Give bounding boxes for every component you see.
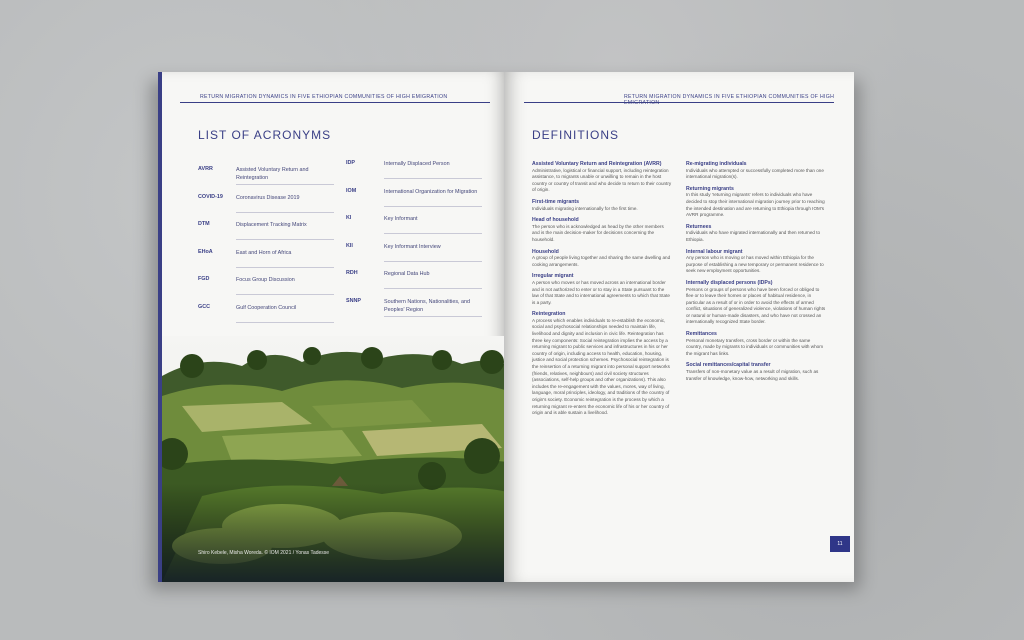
definition-entry <box>532 311 672 417</box>
definition-term: Household <box>532 248 559 255</box>
landscape-image <box>162 336 508 582</box>
definition-entry <box>532 161 672 194</box>
left-page <box>158 72 508 582</box>
acronym-definition: Displacement Tracking Matrix <box>236 222 307 228</box>
definition-term: Social remittances/capital transfer <box>686 362 771 369</box>
definition-entry <box>532 273 672 306</box>
acronym-abbr: GCC <box>198 303 210 310</box>
definition-term: Re-migrating individuals <box>686 161 747 167</box>
row-divider <box>384 178 482 179</box>
definition-term: Irregular migrant <box>532 273 574 280</box>
acronym-definition: Southern Nations, Nationalities, and Peoples' Region <box>384 298 471 313</box>
acronym-definition: Gulf Cooperation Council <box>236 304 297 311</box>
acronym-abbr: EHoA <box>198 248 213 255</box>
page-number: 11 <box>830 536 850 552</box>
definition-entry <box>532 249 672 269</box>
definition-term: Returnees <box>686 223 712 230</box>
definition-text: A process which enables individuals to re-establish the economic, social and psychosocial relationships needed to maintain life, livelihood and dignity and inclusion in civic life. Reintegration has three key components: Social reintegration implies the access by a returning migrant to public services and infrastructures in his or her country of origin, including access to health, education, housing, justice and social protection schemes. Psychosocial reintegration is the reinsertion of a returning migrant into personal support networks (friends, relatives, neighbours) and civil society structures (associations, self-help groups and other organizations). This also includes the re-engagement with the values, mores, way of living, language, moral principles, ideology, and traditions of the country of origin's society. Economic reintegration is the process by which a returning migrant re-enters the economic life of his or her country of origin and is able sustain a livelihood. <box>532 317 670 416</box>
acronym-row <box>198 304 338 324</box>
definition-text: Individuals who have migrated internationally and then returned to Ethiopia. <box>686 230 821 242</box>
acronym-abbr: COVID-19 <box>198 193 223 200</box>
landscape-photo <box>162 336 508 582</box>
acronym-row <box>346 160 486 180</box>
definition-text: Any person who is moving or has moved within Ethiopia for the purpose of establishing a new temporary or permanent residence to seek new employment opportunities. <box>686 255 824 274</box>
row-divider <box>236 267 334 268</box>
header-rule <box>524 102 834 103</box>
acronym-abbr: SNNP <box>346 297 361 304</box>
definition-entry <box>686 331 826 357</box>
acronym-definition: Key Informant Interview <box>384 243 441 250</box>
definitions-title: DEFINITIONS <box>532 128 620 142</box>
open-booklet <box>158 72 854 582</box>
definition-entry <box>686 280 826 326</box>
definition-term: Returning migrants <box>686 185 734 192</box>
row-divider <box>384 233 482 234</box>
definition-text: Transfers of non-monetary value as a result of migration, such as transfer of knowledge, know-how, networking and skills. <box>686 369 819 381</box>
acronym-row <box>198 249 338 269</box>
definition-text: Individuals migrating internationally for the first time. <box>532 205 638 211</box>
definitions-column-2 <box>686 156 826 382</box>
definition-text: The person who is acknowledged as head by the other members and is the main decision-maker for decisions concerning the household. <box>532 223 664 242</box>
definition-entry <box>686 249 826 275</box>
definition-entry <box>532 217 672 243</box>
running-header-right: RETURN MIGRATION DYNAMICS IN FIVE ETHIOPIAN COMMUNITIES OF HIGH EMIGRATION <box>624 94 835 106</box>
acronym-definition: Focus Group Discussion <box>236 277 295 283</box>
acronym-row <box>198 194 338 214</box>
acronym-abbr: DTM <box>198 221 210 227</box>
header-rule <box>180 102 490 103</box>
row-divider <box>236 322 334 323</box>
definition-text: Individuals who attempted or successfully completed more than one international migration(s). <box>686 167 824 180</box>
acronym-row <box>198 221 338 241</box>
definition-text: A person who moves or has moved across an international border and is not authorized to enter or to stay in a State pursuant to the law of that State and to international agreements to which that State is a party. <box>532 279 670 305</box>
acronym-definition: Coronavirus Disease 2019 <box>236 194 300 201</box>
definition-term: Assisted Voluntary Return and Reintegration (AVRR) <box>532 161 662 167</box>
row-divider <box>236 212 334 213</box>
definition-term: Remittances <box>686 331 717 338</box>
acronym-row <box>346 215 486 235</box>
definition-entry <box>686 224 826 244</box>
definition-text: In this study 'returning migrants' refers to individuals who have decided to stop their international migration journey prior to reaching the intended destination and are returning to Ethiopia through IOM's AVRR programme. <box>686 192 825 218</box>
row-divider <box>384 206 482 207</box>
row-divider <box>236 184 334 185</box>
acronym-abbr: FGD <box>198 276 210 282</box>
right-page <box>504 72 854 582</box>
acronym-definition: Internally Displaced Person <box>384 161 450 167</box>
row-divider <box>236 294 334 295</box>
definition-entry <box>686 362 826 382</box>
definitions-column-1 <box>532 156 672 417</box>
definition-text: Administrative, logistical or financial support, including reintegration assistance, to migrants unable or unwilling to remain in the host country or country of transit and who decide to return to their country of origin. <box>532 167 672 193</box>
definition-term: Internal labour migrant <box>686 248 743 255</box>
acronym-definition: Key Informant <box>384 216 418 222</box>
definition-term: Reintegration <box>532 311 566 318</box>
row-divider <box>384 288 482 289</box>
photo-caption: Shiro Kebele, Misha Woreda. © IOM 2021 / Yonas Tadesse <box>198 550 330 556</box>
acronym-abbr: RDH <box>346 270 358 276</box>
acronym-row <box>198 276 338 296</box>
definition-text: Persons or groups of persons who have been forced or obliged to flee or to leave their homes or places of habitual residence, in particular as a result of or in order to avoid the effects of armed conflict, situations of generalized violence, violations of human rights or natural or human-made disasters, and who have not crossed an internationally recognized State border. <box>686 286 826 325</box>
acronym-abbr: IDP <box>346 160 355 166</box>
acronym-row <box>346 243 486 263</box>
definition-entry <box>686 161 826 181</box>
definition-text: A group of people living together and sharing the same dwelling and cooking arrangements. <box>532 255 671 267</box>
acronym-abbr: KII <box>346 242 353 249</box>
acronym-definition: Assisted Voluntary Return and Reintegration <box>236 167 309 181</box>
acronyms-title: LIST OF ACRONYMS <box>198 128 332 142</box>
running-header-left: RETURN MIGRATION DYNAMICS IN FIVE ETHIOPIAN COMMUNITIES OF HIGH EMIGRATION <box>200 94 448 100</box>
row-divider <box>384 261 482 262</box>
acronym-row <box>198 166 338 186</box>
acronym-definition: International Organization for Migration <box>384 188 478 195</box>
acronym-definition: East and Horn of Africa <box>236 249 292 256</box>
definition-term: First-time migrants <box>532 198 579 205</box>
row-divider <box>384 316 482 317</box>
acronym-row <box>346 298 486 318</box>
definition-term: Head of household <box>532 217 579 224</box>
acronym-abbr: KI <box>346 215 352 221</box>
definition-term: Internally displaced persons (IDPs) <box>686 279 773 286</box>
row-divider <box>236 239 334 240</box>
acronym-definition: Regional Data Hub <box>384 271 430 277</box>
definition-text: Personal monetary transfers, cross border or within the same country, made by migrants to individuals or communities with whom the migrant has links. <box>686 337 824 356</box>
acronym-abbr: AVRR <box>198 166 213 172</box>
definition-entry <box>686 186 826 219</box>
acronym-row <box>346 270 486 290</box>
acronym-row <box>346 188 486 208</box>
acronym-abbr: IOM <box>346 187 357 194</box>
definition-entry <box>532 199 672 212</box>
